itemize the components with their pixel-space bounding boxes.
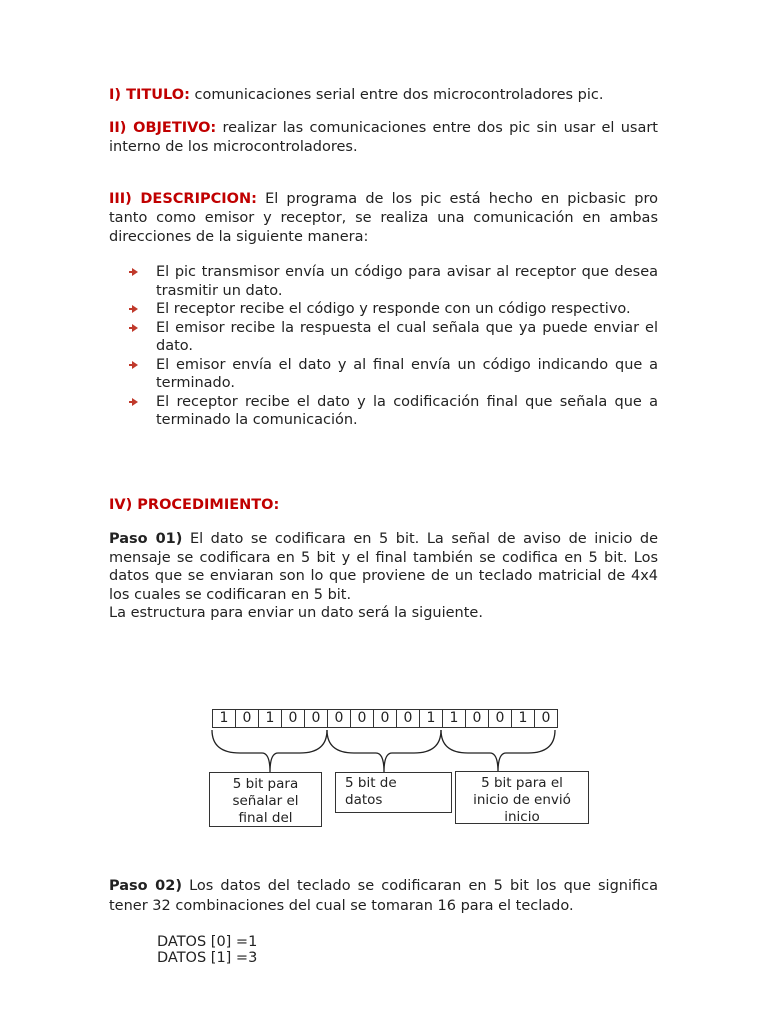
brace-left [212,730,327,772]
paso01-label: Paso 01) [109,531,183,547]
list-item: El pic transmisor envía un código para avisar al receptor que desea trasmitir un dato. [130,263,658,300]
arrow-bullet-icon [132,361,138,369]
paso02-text: Los datos del teclado se codificaran en 5 bit los que significa tener 32 combinaciones del cual se tomaran 16 para el teclado. [109,878,658,914]
brace-right [441,730,555,772]
bit-cell: 1 [512,710,535,727]
bit-cell: 0 [351,710,374,727]
box-datos-bits: 5 bit de datos [335,772,452,813]
box-final-bits: 5 bit para señalar el final del [209,772,322,827]
paso01-text2: La estructura para enviar un dato será la siguiente. [109,605,483,621]
descripcion-heading: III) DESCRIPCION: [109,191,257,207]
bit-cell: 0 [374,710,397,727]
objetivo-text: realizar las comunicaciones entre dos pic sin usar el usart interno de los microcontroladores. [109,120,658,155]
arrow-bullet-icon [132,305,138,313]
bit-cell: 1 [443,710,466,727]
bit-cell: 0 [282,710,305,727]
list-item: El receptor recibe el código y responde con un código respectivo. [130,300,658,319]
bit-cell: 1 [259,710,282,727]
list-item: El receptor recibe el dato y la codificación final que señala que a terminado la comunicación. [130,393,658,430]
procedimiento-heading: IV) PROCEDIMIENTO: [109,497,280,513]
arrow-bullet-icon [132,398,138,406]
brace-middle [327,730,441,772]
bit-cell: 0 [541,710,551,726]
bit-cell: 0 [236,710,259,727]
datos-line: DATOS [1] =3 [157,950,258,966]
bit-cell: 0 [466,710,489,727]
arrow-bullet-icon [132,324,138,332]
bit-cell: 1 [420,710,443,727]
list-item: El emisor envía el dato y al final envía un código indicando que a terminado. [130,356,658,393]
titulo-paragraph [109,86,658,105]
descripcion-paragraph [109,190,658,247]
descripcion-text: El programa de los pic está hecho en picbasic pro tanto como emisor y receptor, se realiza una comunicación en ambas direcciones de la siguiente manera: [109,191,659,245]
objetivo-heading: II) OBJETIVO: [109,120,217,136]
titulo-heading: I) TITULO: [109,87,190,103]
paso01-text: El dato se codificara en 5 bit. La señal de aviso de inicio de mensaje se codificara en 5 bit y el final también se codifica en 5 bit. Los datos que se enviaran son lo que proviene de un teclado matricial de 4x4 los cuales se codificaran en 5 bit. [109,531,659,603]
bit-cell: 0 [305,710,328,727]
descripcion-bullet-list [130,263,658,430]
paso02-paragraph [109,876,658,916]
bit-cell: 1 [213,710,236,727]
titulo-text: comunicaciones serial entre dos microcontroladores pic. [194,87,604,103]
paso01-paragraph [109,530,658,623]
bit-cell: 0 [397,710,420,727]
objetivo-paragraph [109,119,658,157]
bit-cell: 0 [489,710,512,727]
box-inicio-bits: 5 bit para el inicio de envió inicio [455,771,589,824]
list-item: El emisor recibe la respuesta el cual señala que ya puede enviar el dato. [130,319,658,356]
paso02-label: Paso 02) [109,878,182,894]
bit-cell: 0 [328,710,351,727]
arrow-bullet-icon [132,268,138,276]
procedimiento-paragraph [109,496,658,515]
bit-sequence [212,709,558,728]
datos-line: DATOS [0] =1 [157,934,258,950]
